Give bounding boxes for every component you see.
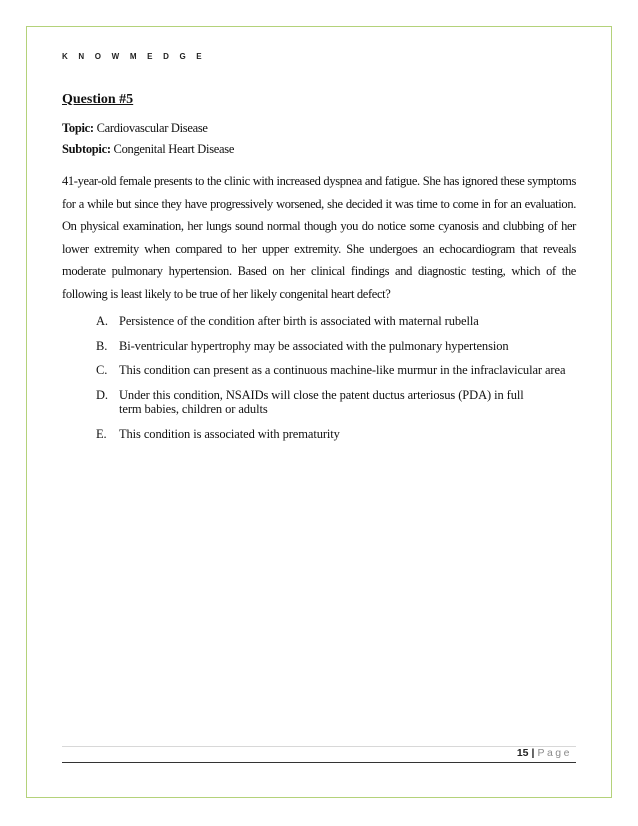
option-text: Persistence of the condition after birth is associated with maternal rubella [119,314,479,328]
option-text: Under this condition, NSAIDs will close the patent ductus arteriosus (PDA) in full term babies, children or adults [119,387,524,416]
brand-header: K N O W M E D G E [62,52,206,61]
option-letter: B. [96,338,108,353]
subtopic-line [62,142,234,157]
option-letter: A. [96,314,108,328]
option-b [96,339,566,354]
option-text: This condition can present as a continuous machine-like murmur in the infraclavicular area [119,363,566,377]
footer-divider [62,746,576,747]
option-text: Bi-ventricular hypertrophy may be associated with the pulmonary hypertension [119,338,509,353]
topic-line [62,121,208,136]
page-number: 15 [516,747,529,759]
option-letter: E. [96,426,107,441]
page-label: Page [537,747,572,759]
option-a [96,314,566,329]
option-c [96,363,566,378]
question-title: Question #5 [62,92,134,107]
topic-value: Cardiovascular Disease [96,121,208,135]
option-text: This condition is associated with prematurity [119,426,340,441]
option-letter: C. [96,363,108,377]
question-stem: 41-year-old female presents to the clinic with increased dyspnea and fatigue. She has ignored these symptoms for a while but since they have progressively worsened, she decided it was time to come in for an evaluation. On physical examination, her lungs sound normal though you do notice some cyanosis and clubbing of her lower extremity when compared to her upper extremity. She undergoes an echocardiogram that reveals moderate pulmonary hypertension. Based on her clinical findings and diagnostic testing, which of the following is least likely to be true of her likely congenital heart defect? [62,174,576,301]
page-footer [517,747,572,759]
footer-separator: | [531,747,535,759]
answer-options [96,314,566,441]
subtopic-value: Congenital Heart Disease [113,142,235,156]
option-d [96,388,539,417]
option-letter: D. [96,387,108,402]
topic-label: Topic: [62,121,94,135]
footer-rule [62,762,576,763]
subtopic-label: Subtopic: [62,142,111,156]
option-e [96,427,566,442]
